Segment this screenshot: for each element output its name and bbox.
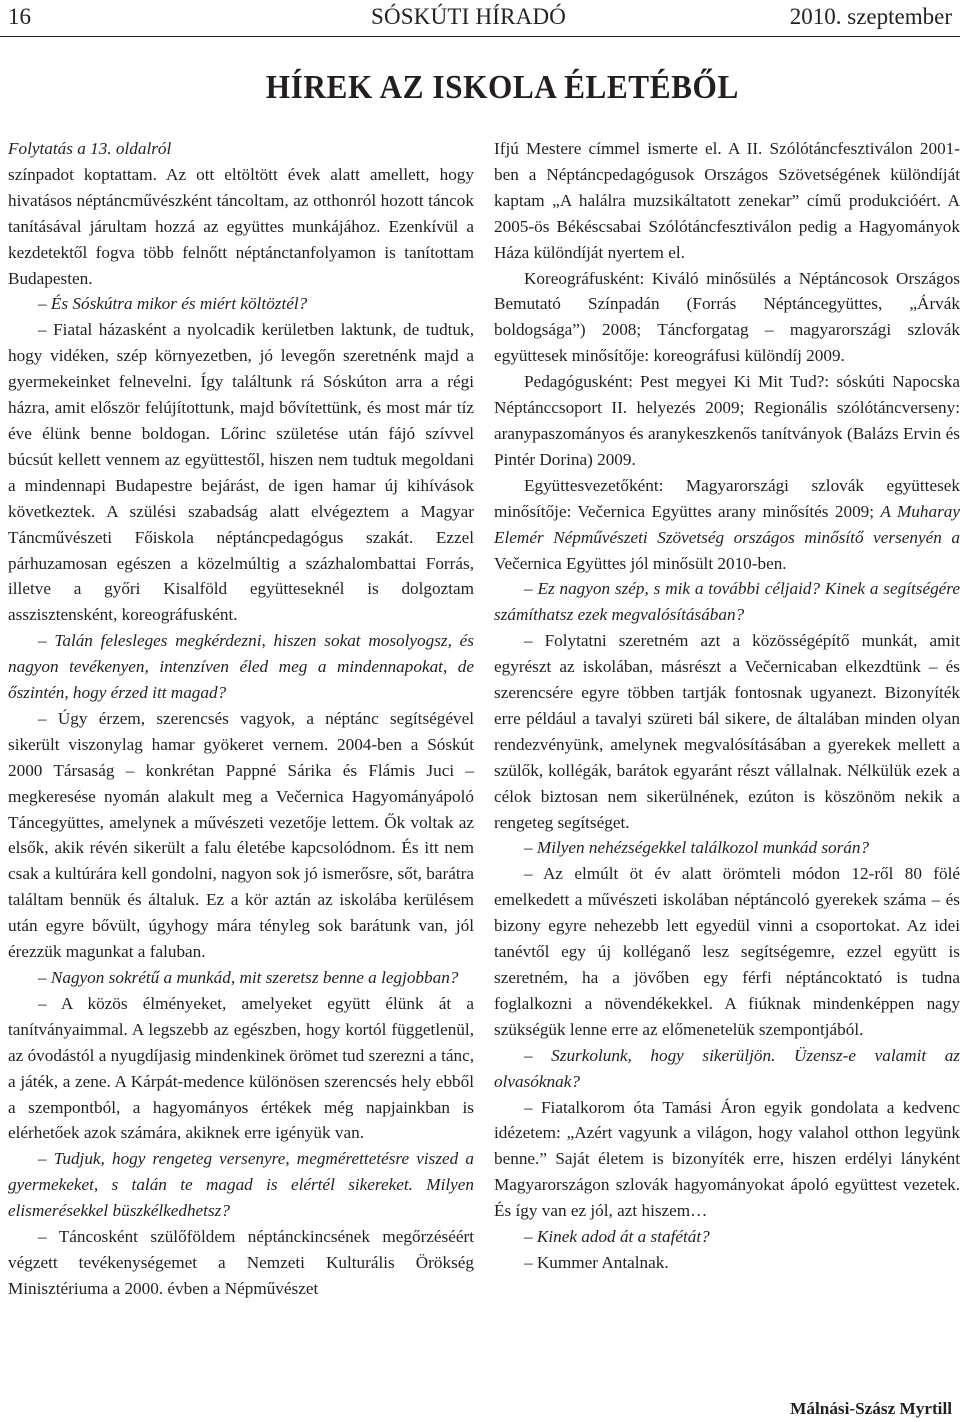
paragraph-text: Együttesvezetőként: Magyarországi szlovák együttesek minősítője: Večernica Együttes arany minősítés 2009; [494, 475, 960, 521]
interview-answer: – Kummer Antalnak. [524, 1252, 669, 1272]
page-header [0, 0, 960, 37]
article-left-column [8, 136, 474, 1302]
interview-question: – Nagyon sokrétű a munkád, mit szeretsz benne a legjobban? [38, 968, 459, 987]
interview-answer: – Úgy érzem, szerencsés vagyok, a néptánc segítségével sikerült viszonylag hamar gyökeret vernem. 2004-ben a Sóskút 2000 Társaság – konkrétan Pappné Sárika és Flámis Juci – megkeresése nyomán alakult meg a Večernica Hagyományápoló Táncegyüttes, amelynek a művészeti vezetője lettem. Ők voltak az elsők, akik révén sikerült a falu életébe kapcsolódnom. És itt nem csak a kultúrára kell gondolni, nagyon sok jó ismerősre, sőt, barátra találtam bennük és általuk. Ez a kör aztán az iskolába kerülésem után egyre bővült, úgyhogy mára tényleg sok barátunk van, jól érezzük magunkat a faluban. [8, 708, 474, 962]
article-paragraph: Koreográfusként: Kiváló minősülés a Néptáncosok Országos Bemutató Színpadán (Forrás Néptáncegyüttes, „Árvák boldogsága”) 2008; Táncforgatag – magyarországi szlovák együttesek minősítője: koreográfusi különdíj 2009. [494, 268, 960, 366]
author-byline: Málnási-Szász Myrtill [790, 1399, 952, 1418]
article-right-column [494, 136, 960, 1276]
paragraph-text: Večernica Együttes jól minősült 2010-ben. [494, 553, 787, 573]
emphasized-text: A Muharay Elemér Népművészeti Szövetség országos minősítő versenyén a [494, 501, 960, 547]
interview-question: – Kinek adod át a stafétát? [524, 1227, 710, 1247]
continued-from-note: Folytatás a 13. oldalról [8, 139, 172, 158]
interview-answer: – Fiatalkorom óta Tamási Áron egyik gondolata a kedvenc idézetem: „Azért vagyunk a világon, hogy valahol otthon legyünk benne.” Saját életem is bizonyíték erre, hiszen erdélyi lányként Magyarországon szlovák hagyományokat ápoló együttest vezetek. És így van ez jól, azt hiszem… [494, 1097, 960, 1221]
article-paragraph: Ifjú Mestere címmel ismerte el. A II. Szólótáncfesztiválon 2001-ben a Néptáncpedagógusok Országos Szövetségének különdíját kaptam „A halálra muzsikáltatott zenekar” című produkcióért. A 2005-ös Békéscsabai Szólótáncfesztiválon pedig a Hagyományok Háza különdíját nyertem el. [494, 139, 960, 262]
interview-question: – Talán felesleges megkérdezni, hiszen sokat mosolyogsz, és nagyon tevékenyen, intenzíven éled meg a mindennapokat, de őszintén, hogy érzed itt magad? [8, 631, 474, 703]
section-title: HÍREK AZ ISKOLA ÉLETÉBŐL [265, 69, 739, 106]
publication-title: SÓSKÚTI HÍRADÓ [371, 4, 567, 29]
interview-answer: – Fiatal házasként a nyolcadik kerületben laktunk, de tudtuk, hogy vidéken, szép környezetben, jó levegőn szeretnénk majd a gyermekeinket felnevelni. Így találtunk rá Sóskúton arra a régi házra, amit először felújítottunk, majd bővítettünk, és most már tíz éve élünk benne boldogan. Lőrinc születése után fájó szívvel búcsút kellett vennem az együttestől, hiszen nem tudtuk megoldani a mindennapi Budapestre bejárást, de igen hamar új kihívások következtek. A szülési szabadság alatt elvégeztem a Magyar Táncművészeti Főiskola néptáncpedagógus szakát. Ezzel párhuzamosan egészen a közelmúltig a százhalombattai Forrás, illetve a győri Kisalföld együtteseknél is dolgoztam asszisztensként, koreográfusként. [8, 320, 474, 625]
article-paragraph: színpadot koptattam. Az ott eltöltött évek alatt amellett, hogy hivatásos néptáncművészként táncoltam, az otthonról hozott táncok tanításával járultam hozzá az együttes munkájához. Ezenkívül a kezdetektől fogva több felnőtt néptánctanfolyamon is tanítottam Budapesten. [8, 164, 474, 288]
interview-question: – Szurkolunk, hogy sikerüljön. Üzensz-e valamit az olvasóknak? [494, 1045, 960, 1091]
interview-answer: – Táncosként szülőföldem néptánckincsének megőrzéséért végzett tevékenységemet a Nemzeti Kulturális Örökség Minisztériuma a 2000. évben a Népművészet [8, 1227, 474, 1298]
page-number: 16 [8, 4, 31, 29]
interview-answer: – Az elmúlt öt év alatt örömteli módon 12-ről 80 fölé emelkedett a művészeti iskolában néptáncoló gyerekek száma – és bizony egyre nehezebb lett egyedül vinni a csoportokat. Az idei tanévtől egy új kolléganő lesz segítségemre, ezzel együtt is szeretném, ha a jövőben egy férfi néptáncoktató is tudna foglalkozni a növendékekkel. A fiúknak mindenképpen nagy szükségük lenne erre az előmenetelük szempontjából. [494, 864, 960, 1039]
article-paragraph: Pedagógusként: Pest megyei Ki Mit Tud?: sóskúti Napocska Néptánccsoport II. helyezés 2009; Regionális szólótáncverseny: aranypaszományos és aranykeszkenős tanítványok (Balázs Ervin és Pintér Dorina) 2009. [494, 372, 960, 469]
interview-answer: – Folytatni szeretném azt a közösségépítő munkát, amit egyrészt az iskolában, másrészt a Večernicaban elkezdtünk – és szerencsére egyre többen tartják fontosnak ugyanezt. Bizonyíték erre például a tavalyi szüreti bál sikere, de általában minden olyan rendezvényünk, amelynek megvalósításában a gyerekek mellett a szülők, kollégák, barátok egyaránt részt vállalnak. Nélkülük ezek a célok biztosan nem sikerülnének, ezúton is köszönöm nekik a rengeteg segítséget. [494, 631, 960, 832]
article-paragraph [494, 473, 960, 577]
interview-answer: – A közös élményeket, amelyeket együtt élünk át a tanítványaimmal. A legszebb az egészben, hogy kortól függetlenül, az óvodástól a nyugdíjasig mindenkinek örömet tud szerezni a tánc, a játék, a zene. A Kárpát-medence különösen szerencsés hely ebből a szempontból, a hagyományos értékek még napjainkban is elérhetőek azok számára, akiknek erre igényük van. [8, 993, 474, 1143]
interview-question: – Tudjuk, hogy rengeteg versenyre, megmérettetésre viszed a gyermekeket, s talán te magad is elértél sikereket. Milyen elismerésekkel büszkélkedhetsz? [8, 1149, 474, 1221]
issue-date: 2010. szeptember [789, 4, 952, 29]
interview-question: – Ez nagyon szép, s mik a további céljaid? Kinek a segítségére számíthatsz ezek megvalósításában? [494, 579, 960, 625]
interview-question: – Milyen nehézségekkel találkozol munkád során? [524, 838, 870, 858]
interview-question: – És Sóskútra mikor és miért költöztél? [38, 294, 308, 314]
